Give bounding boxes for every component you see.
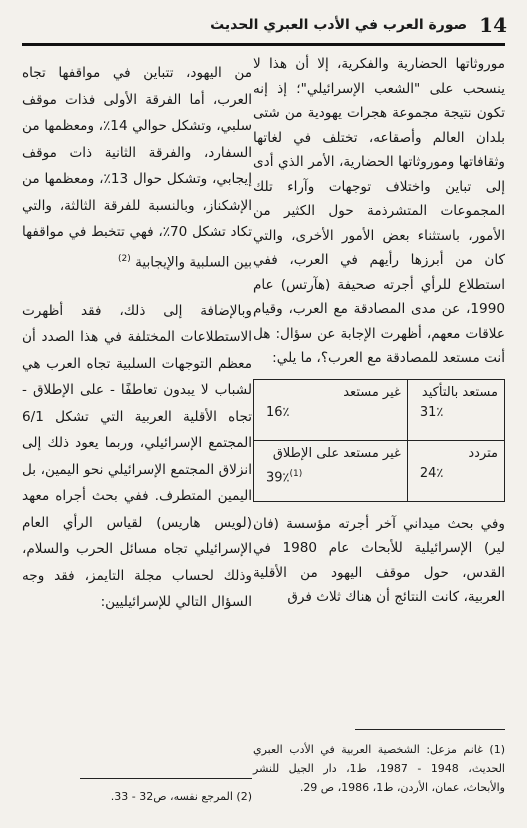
left-paragraph-1: [22, 60, 252, 276]
right-column: [253, 52, 505, 610]
running-title: صورة العرب في الأدب العبري الحديث: [210, 17, 468, 33]
cell-value: 24٪: [419, 465, 444, 481]
table-cell: [407, 440, 504, 501]
footnote-rule-right: [355, 729, 505, 730]
left-paragraph-1-text: من اليهود، تتباين في مواقفها تجاه العرب، أما الفرقة الأولى فذات موقف سلبي، وتشكل حوالي 14٪، ومعظمها من السفارد، والفرقة الثانية ذات موقف إيجابي، وتشكل حوال 13٪، ومعظمها من الإشكناز، وبالنسبة للفرقة الثالثة، والتي تكاد تشكل 70٪، فهي تتخبط في مواقفها بين السلبية والإيجابية: [22, 65, 252, 271]
cell-value: [260, 464, 401, 488]
cell-label: غير مستعد: [343, 384, 401, 400]
survey-results-table: [253, 379, 505, 502]
footnote-marker: (2): [118, 253, 131, 264]
cell-label: متردد: [468, 445, 498, 461]
footnote-2: (2) المرجع نفسه، ص32 - 33.: [110, 790, 252, 803]
header-rule: [22, 43, 505, 46]
table-cell: [407, 379, 504, 440]
page-number: 14: [479, 13, 507, 37]
cell-value: 16٪: [266, 404, 290, 420]
page-header: [20, 10, 507, 40]
table-row: [254, 379, 505, 440]
cell-value-text: 39٪: [266, 469, 290, 485]
footnote-marker: (1): [289, 468, 303, 479]
footnote-1: (1) غانم مزعل: الشخصية العربية في الأدب العبري الحديث، 1948 - 1987، ط1، دار الجيل للنشر والأبحاث، عمان، الأردن، ط1، 1986، ص 29.: [253, 743, 505, 794]
footnote-rule-left: [80, 778, 252, 779]
right-paragraph-2: وفي بحث ميداني آخر أجرته مؤسسة (فان لير) الإسرائيلية للأبحاث عام 1980 في القدس، حول موقف اليهود من الأقلية العربية، كانت النتائج أن هناك ثلاث فرق: [253, 515, 505, 605]
left-paragraph-2: وبالإضافة إلى ذلك، فقد أظهرت الاستطلاعات المختلفة في هذا الصدد أن معظم التوجهات السلبية تجاه العرب هي لشباب لا يبدون تعاطفًا - على الإطلاق - تجاه الأقلية العربية التي تشكل 6/1 المجتمع الإسرائيلي، وربما يعود ذلك إلى انزلاق المجتمع الإسرائيلي نحو اليمين، بل اليمين المتطرف. ففي بحث أجراه معهد (لويس هاريس) لقياس الرأي العام الإسرائيلي تجاه مسائل الحرب والسلام، وذلك لحساب مجلة التايمز، فقد وجه السؤال التالي للإسرائيليين:: [22, 302, 252, 611]
table-cell: [254, 440, 408, 501]
cell-label: مستعد بالتأكيد: [421, 384, 498, 400]
left-column: [22, 60, 252, 616]
table-cell: [254, 379, 408, 440]
cell-value: 31٪: [419, 404, 444, 420]
right-paragraph-1: موروثاتها الحضارية والفكرية، إلا أن هذا لا ينسحب على "الشعب الإسرائيلي"؛ إذ إنه تكون نتيجة مجموعة هجرات يهودية من شتى بلدان العالم وأصقاعه، تختلف في لغاتها وثقافاتها وموروثاتها الحضارية، الأمر الذي أدى إلى تباين واختلاف توجهات وآراء تلك المجموعات المتشرذمة حول الكثير من الأمور، باستثناء بعض الأمور الأخرى، والتي كان من أبرزها رأيهم في العرب، ففي استطلاع للرأي أجرته صحيفة (هآرتس) عام 1990، عن مدى المصادقة مع العرب، وقيام علاقات معهم، أظهرت الإجابة عن سؤال: هل أنت مستعد للمصادقة مع العرب؟، ما يلي:: [253, 56, 505, 366]
table-row: [254, 440, 505, 501]
cell-label: غير مستعد على الإطلاق: [272, 445, 401, 461]
